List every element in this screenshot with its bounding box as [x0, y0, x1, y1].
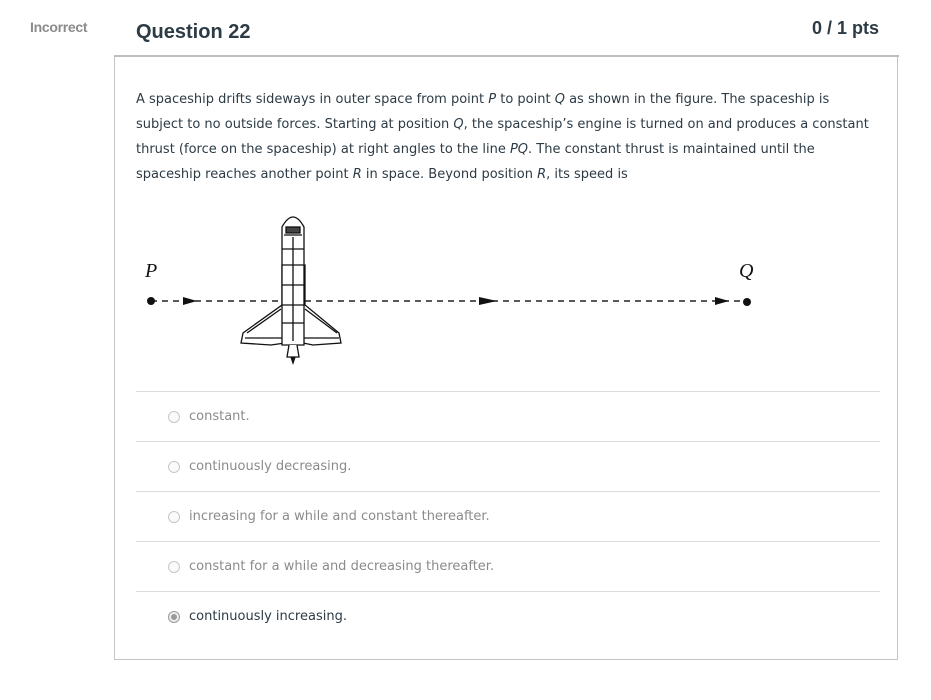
answer-option[interactable] — [136, 391, 880, 441]
answer-label: constant for a while and decreasing thereafter. — [189, 559, 495, 574]
point-q-dot — [743, 298, 751, 306]
radio-button[interactable] — [168, 461, 180, 473]
spaceship-icon — [241, 217, 341, 363]
arrow-icon — [715, 297, 729, 305]
answer-label: increasing for a while and constant thereafter. — [189, 509, 490, 524]
answer-option[interactable] — [136, 541, 880, 591]
radio-button[interactable] — [168, 411, 180, 423]
answer-label: continuously increasing. — [189, 609, 347, 624]
status-incorrect-label: Incorrect — [30, 19, 88, 35]
answer-label: constant. — [189, 409, 250, 424]
answer-label: continuously decreasing. — [189, 459, 352, 474]
arrow-icon — [183, 297, 197, 305]
label-q: Q — [739, 260, 754, 282]
answer-list — [136, 391, 880, 641]
point-p-dot — [147, 297, 155, 305]
arrow-icon — [479, 297, 497, 305]
radio-button[interactable] — [168, 511, 180, 523]
answer-option[interactable] — [136, 491, 880, 541]
spaceship-figure — [135, 205, 775, 365]
question-title: Question 22 — [136, 21, 251, 43]
label-p: P — [145, 260, 158, 282]
card-top-border — [114, 55, 899, 57]
radio-button-checked[interactable] — [168, 611, 180, 623]
question-text: A spaceship drifts sideways in outer space from point P to point Q as shown in the figure. The spaceship is subject to no outside forces. Starting at position Q, the spaceship’s engine is turned on and produces a constant thrust (force on the spaceship) at right angles to the line PQ. The constant thrust is maintained until the spaceship reaches another point R in space. Beyond position R, its speed is — [136, 92, 869, 182]
radio-button[interactable] — [168, 561, 180, 573]
answer-option-selected[interactable] — [136, 591, 880, 641]
question-card — [114, 56, 898, 660]
question-points: 0 / 1 pts — [811, 18, 879, 38]
answer-option[interactable] — [136, 441, 880, 491]
